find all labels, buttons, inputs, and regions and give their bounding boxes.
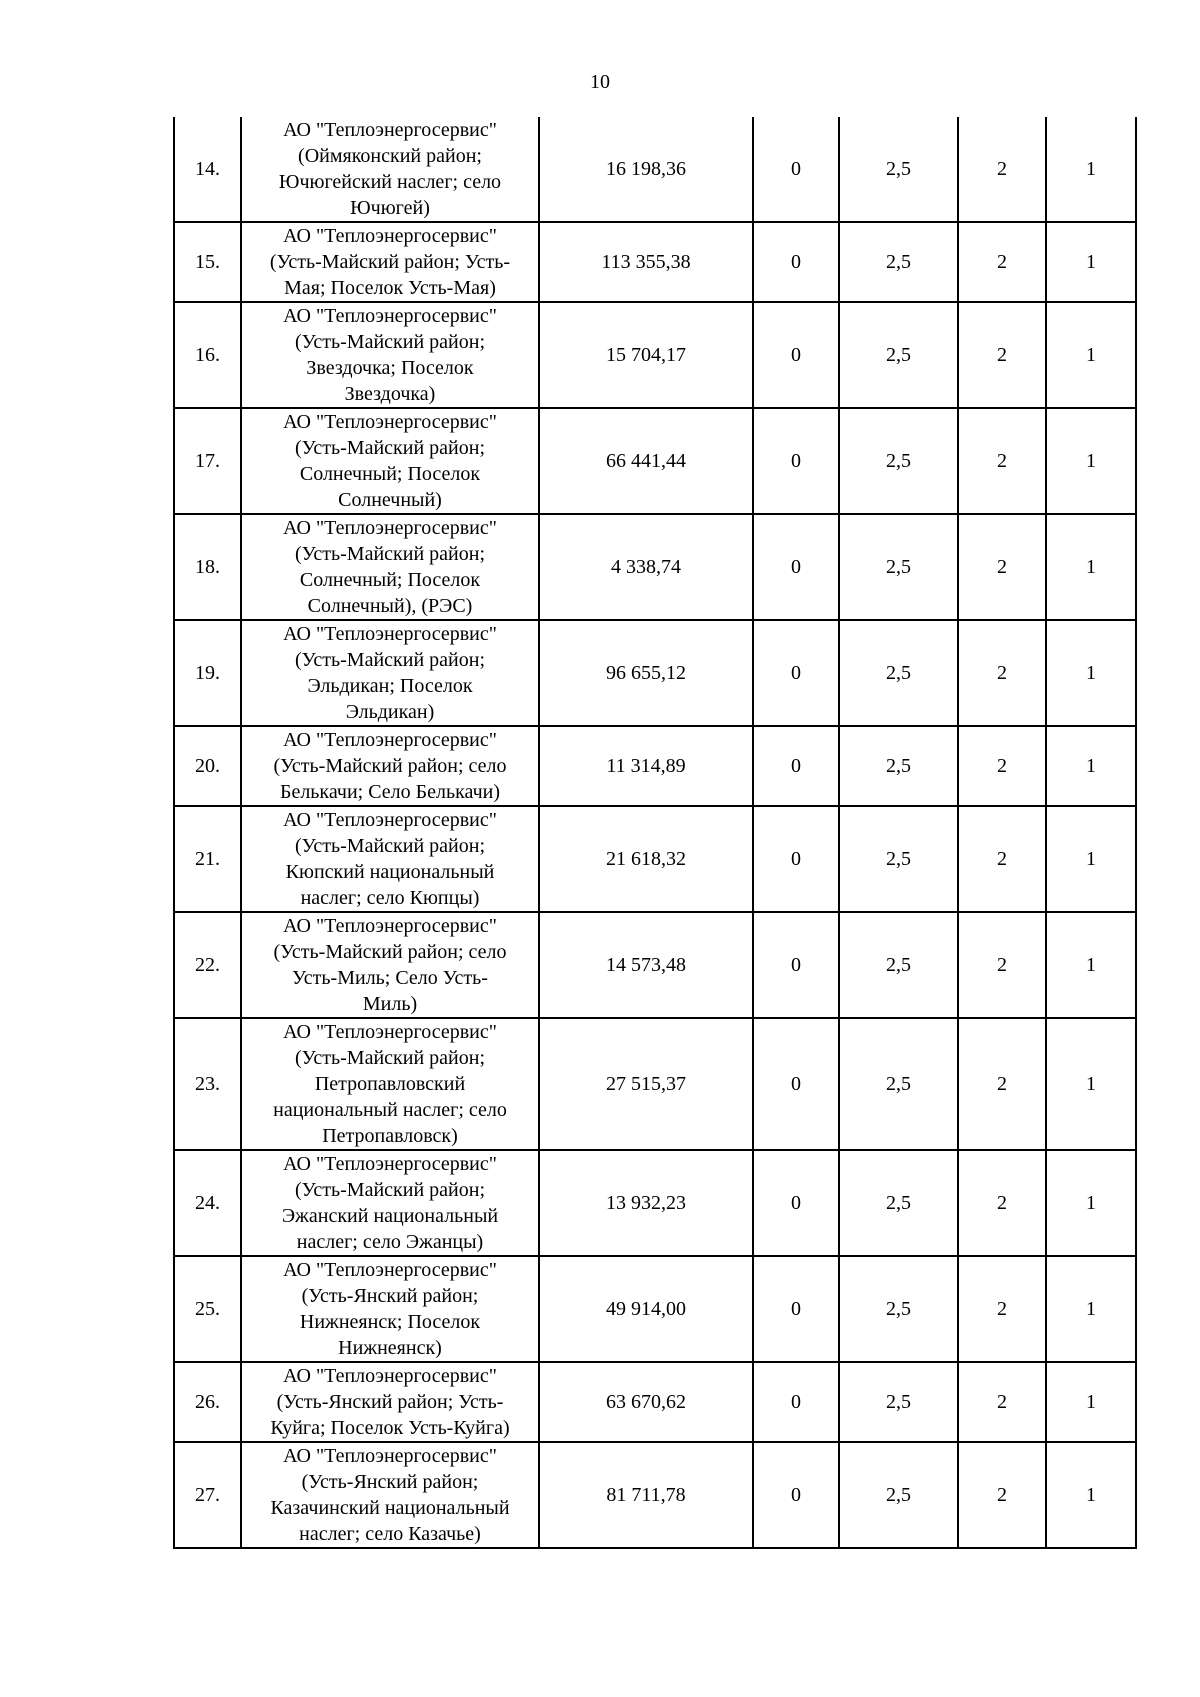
row-number-cell: 26. <box>174 1362 241 1442</box>
table-row <box>174 806 1136 912</box>
column-6-cell: 2 <box>958 117 1046 222</box>
value-cell: 81 711,78 <box>539 1442 753 1548</box>
column-5-cell: 2,5 <box>839 912 958 1018</box>
column-7-cell: 1 <box>1046 1442 1136 1548</box>
row-number-cell: 18. <box>174 514 241 620</box>
column-5-cell: 2,5 <box>839 1018 958 1150</box>
organization-line: Звездочка; Поселок <box>306 357 474 379</box>
page-number: 10 <box>590 71 610 93</box>
column-6-cell: 2 <box>958 806 1046 912</box>
organization-cell <box>241 1442 539 1548</box>
column-4-cell: 0 <box>753 806 839 912</box>
organization-line: Миль) <box>362 993 418 1015</box>
column-7-cell: 1 <box>1046 726 1136 806</box>
organization-line: АО "Теплоэнергосервис" <box>283 1445 497 1467</box>
organization-line: наслег; село Эжанцы) <box>296 1231 484 1253</box>
column-5-cell: 2,5 <box>839 620 958 726</box>
organization-line: (Усть-Майский район; <box>294 649 486 671</box>
row-number-cell: 27. <box>174 1442 241 1548</box>
organization-line: (Усть-Янский район; <box>301 1471 479 1493</box>
column-4-cell: 0 <box>753 726 839 806</box>
row-number-cell: 19. <box>174 620 241 726</box>
value-cell: 27 515,37 <box>539 1018 753 1150</box>
organization-line: (Усть-Майский район; Усть- <box>269 251 511 273</box>
column-7-cell: 1 <box>1046 1018 1136 1150</box>
organization-line: (Усть-Майский район; село <box>273 755 507 777</box>
organization-line: Солнечный; Поселок <box>299 569 481 591</box>
value-cell: 63 670,62 <box>539 1362 753 1442</box>
organization-line: АО "Теплоэнергосервис" <box>283 915 497 937</box>
column-6-cell: 2 <box>958 1442 1046 1548</box>
column-7-cell: 1 <box>1046 514 1136 620</box>
organization-line: Казачинский национальный <box>270 1497 510 1519</box>
table-row <box>174 1362 1136 1442</box>
organization-line: АО "Теплоэнергосервис" <box>283 623 497 645</box>
organization-line: (Усть-Майский район; <box>294 437 486 459</box>
organization-line: АО "Теплоэнергосервис" <box>283 809 497 831</box>
column-6-cell: 2 <box>958 1150 1046 1256</box>
row-number-cell: 22. <box>174 912 241 1018</box>
column-4-cell: 0 <box>753 1150 839 1256</box>
organization-line: Эльдикан) <box>345 701 435 723</box>
organization-line: АО "Теплоэнергосервис" <box>283 517 497 539</box>
column-4-cell: 0 <box>753 912 839 1018</box>
organization-line: Белькачи; Село Белькачи) <box>279 781 501 803</box>
organization-line: (Усть-Майский район; село <box>273 941 507 963</box>
value-cell: 4 338,74 <box>539 514 753 620</box>
organization-line: Нижнеянск) <box>338 1337 442 1359</box>
row-number-cell: 17. <box>174 408 241 514</box>
table-row <box>174 222 1136 302</box>
value-cell: 14 573,48 <box>539 912 753 1018</box>
table-row <box>174 514 1136 620</box>
column-7-cell: 1 <box>1046 302 1136 408</box>
column-6-cell: 2 <box>958 222 1046 302</box>
value-cell: 113 355,38 <box>539 222 753 302</box>
organization-line: АО "Теплоэнергосервис" <box>283 411 497 433</box>
column-5-cell: 2,5 <box>839 117 958 222</box>
organization-line: наслег; село Казачье) <box>299 1523 481 1545</box>
organization-line: АО "Теплоэнергосервис" <box>283 729 497 751</box>
organization-line: АО "Теплоэнергосервис" <box>283 225 497 247</box>
organization-cell <box>241 302 539 408</box>
organization-line: Петропавловский <box>314 1073 466 1095</box>
table-body <box>174 117 1136 1548</box>
organization-line: Петропавловск) <box>322 1125 458 1147</box>
organization-cell <box>241 514 539 620</box>
organization-cell <box>241 1362 539 1442</box>
table-row <box>174 726 1136 806</box>
column-5-cell: 2,5 <box>839 408 958 514</box>
column-4-cell: 0 <box>753 514 839 620</box>
column-7-cell: 1 <box>1046 806 1136 912</box>
row-number-cell: 16. <box>174 302 241 408</box>
organization-line: АО "Теплоэнергосервис" <box>283 119 497 141</box>
organization-line: АО "Теплоэнергосервис" <box>283 305 497 327</box>
column-7-cell: 1 <box>1046 117 1136 222</box>
column-6-cell: 2 <box>958 408 1046 514</box>
column-7-cell: 1 <box>1046 408 1136 514</box>
column-6-cell: 2 <box>958 1256 1046 1362</box>
row-number-cell: 20. <box>174 726 241 806</box>
column-4-cell: 0 <box>753 1018 839 1150</box>
organization-line: (Усть-Янский район; Усть- <box>276 1391 504 1413</box>
organization-line: Солнечный; Поселок <box>299 463 481 485</box>
column-5-cell: 2,5 <box>839 726 958 806</box>
column-7-cell: 1 <box>1046 1150 1136 1256</box>
organization-cell <box>241 726 539 806</box>
organization-line: Звездочка) <box>344 383 436 405</box>
data-table <box>173 117 1137 1549</box>
column-6-cell: 2 <box>958 514 1046 620</box>
organization-cell <box>241 806 539 912</box>
column-5-cell: 2,5 <box>839 222 958 302</box>
column-5-cell: 2,5 <box>839 806 958 912</box>
column-5-cell: 2,5 <box>839 1150 958 1256</box>
column-4-cell: 0 <box>753 302 839 408</box>
column-7-cell: 1 <box>1046 620 1136 726</box>
column-7-cell: 1 <box>1046 1362 1136 1442</box>
organization-cell <box>241 408 539 514</box>
organization-line: Эльдикан; Поселок <box>307 675 473 697</box>
organization-line: (Усть-Майский район; <box>294 543 486 565</box>
organization-line: Кюпский национальный <box>285 861 495 883</box>
organization-line: АО "Теплоэнергосервис" <box>283 1259 497 1281</box>
column-4-cell: 0 <box>753 408 839 514</box>
organization-line: (Оймяконский район; <box>298 145 482 167</box>
organization-line: (Усть-Майский район; <box>294 835 486 857</box>
value-cell: 21 618,32 <box>539 806 753 912</box>
value-cell: 15 704,17 <box>539 302 753 408</box>
organization-line: Ючюгей) <box>350 197 430 219</box>
organization-cell <box>241 117 539 222</box>
value-cell: 13 932,23 <box>539 1150 753 1256</box>
organization-line: (Усть-Майский район; <box>294 331 486 353</box>
organization-line: (Усть-Янский район; <box>301 1285 479 1307</box>
organization-line: Куйга; Поселок Усть-Куйга) <box>270 1417 510 1439</box>
column-4-cell: 0 <box>753 117 839 222</box>
column-6-cell: 2 <box>958 620 1046 726</box>
column-6-cell: 2 <box>958 1362 1046 1442</box>
value-cell: 96 655,12 <box>539 620 753 726</box>
column-5-cell: 2,5 <box>839 302 958 408</box>
organization-line: Солнечный) <box>338 489 442 511</box>
organization-cell <box>241 620 539 726</box>
column-4-cell: 0 <box>753 1362 839 1442</box>
table-row <box>174 1018 1136 1150</box>
column-4-cell: 0 <box>753 1256 839 1362</box>
organization-cell <box>241 1018 539 1150</box>
row-number-cell: 24. <box>174 1150 241 1256</box>
row-number-cell: 15. <box>174 222 241 302</box>
organization-line: Солнечный), (РЭС) <box>307 595 473 617</box>
organization-line: АО "Теплоэнергосервис" <box>283 1153 497 1175</box>
row-number-cell: 21. <box>174 806 241 912</box>
organization-line: Мая; Поселок Усть-Мая) <box>284 277 496 299</box>
column-7-cell: 1 <box>1046 222 1136 302</box>
organization-cell <box>241 1256 539 1362</box>
column-6-cell: 2 <box>958 726 1046 806</box>
column-5-cell: 2,5 <box>839 1442 958 1548</box>
column-6-cell: 2 <box>958 1018 1046 1150</box>
organization-line: Эжанский национальный <box>281 1205 499 1227</box>
organization-cell <box>241 912 539 1018</box>
value-cell: 11 314,89 <box>539 726 753 806</box>
column-5-cell: 2,5 <box>839 1256 958 1362</box>
table-row <box>174 117 1136 222</box>
value-cell: 49 914,00 <box>539 1256 753 1362</box>
column-6-cell: 2 <box>958 912 1046 1018</box>
column-6-cell: 2 <box>958 302 1046 408</box>
column-5-cell: 2,5 <box>839 514 958 620</box>
row-number-cell: 23. <box>174 1018 241 1150</box>
organization-line: Усть-Миль; Село Усть- <box>292 967 488 989</box>
value-cell: 16 198,36 <box>539 117 753 222</box>
table-row <box>174 408 1136 514</box>
table-row <box>174 1150 1136 1256</box>
organization-line: наслег; село Кюпцы) <box>300 887 480 909</box>
row-number-cell: 25. <box>174 1256 241 1362</box>
organization-line: национальный наслег; село <box>273 1099 507 1121</box>
table-row <box>174 912 1136 1018</box>
column-7-cell: 1 <box>1046 912 1136 1018</box>
organization-line: (Усть-Майский район; <box>294 1179 486 1201</box>
row-number-cell: 14. <box>174 117 241 222</box>
organization-line: АО "Теплоэнергосервис" <box>283 1365 497 1387</box>
column-5-cell: 2,5 <box>839 1362 958 1442</box>
column-7-cell: 1 <box>1046 1256 1136 1362</box>
organization-cell <box>241 222 539 302</box>
organization-line: АО "Теплоэнергосервис" <box>283 1021 497 1043</box>
column-4-cell: 0 <box>753 222 839 302</box>
table-row <box>174 620 1136 726</box>
table-row <box>174 1442 1136 1548</box>
table-row <box>174 1256 1136 1362</box>
value-cell: 66 441,44 <box>539 408 753 514</box>
organization-cell <box>241 1150 539 1256</box>
organization-line: Ючюгейский наслег; село <box>278 171 502 193</box>
column-4-cell: 0 <box>753 620 839 726</box>
organization-line: (Усть-Майский район; <box>294 1047 486 1069</box>
organization-line: Нижнеянск; Поселок <box>299 1311 481 1333</box>
column-4-cell: 0 <box>753 1442 839 1548</box>
table-row <box>174 302 1136 408</box>
